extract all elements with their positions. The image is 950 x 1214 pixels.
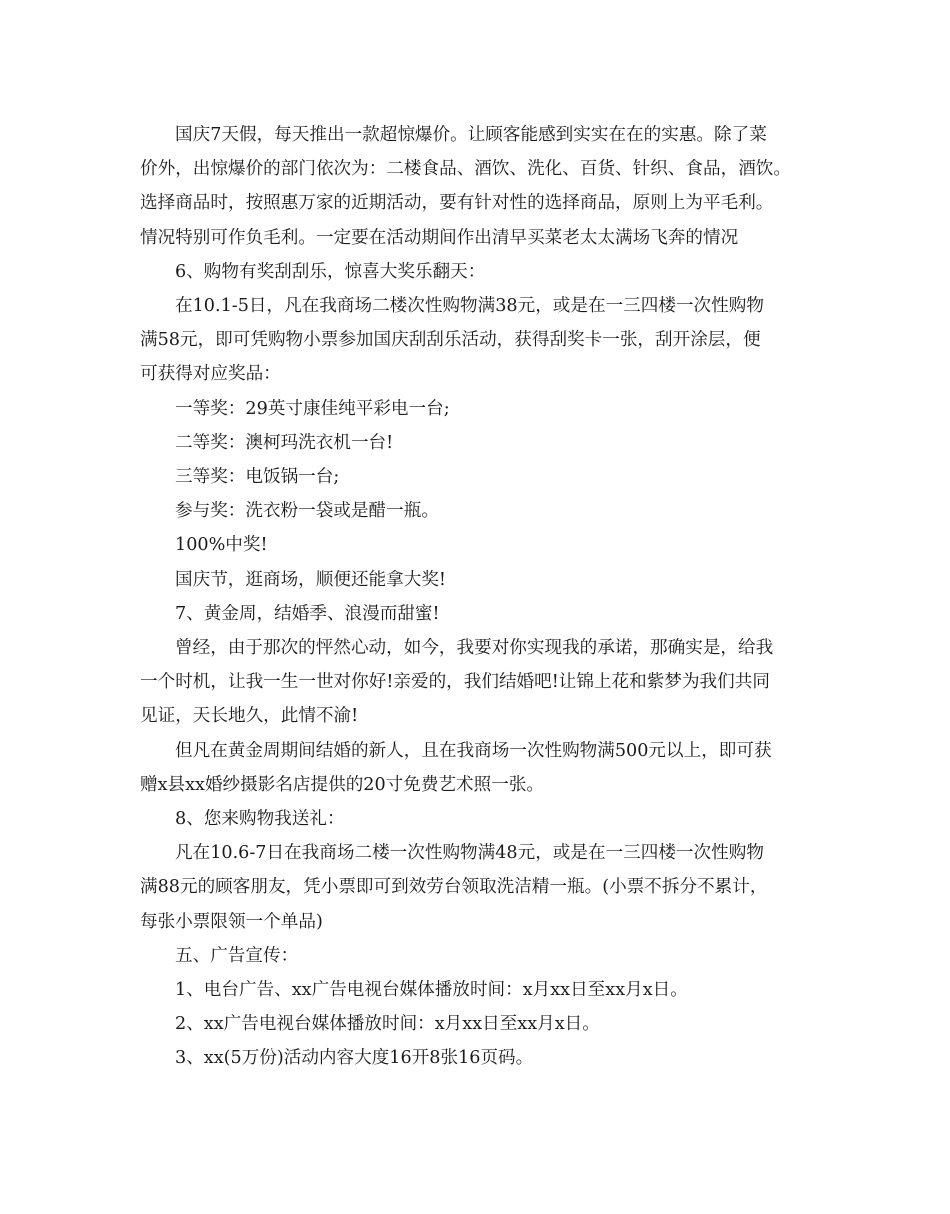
text-line: 参与奖：洗衣粉一袋或是醋一瓶。: [175, 501, 439, 522]
text-line: 可获得对应奖品：: [140, 364, 281, 385]
paragraph: [140, 255, 828, 289]
paragraph: [140, 631, 828, 734]
text-line: 在10.1-5日，凡在我商场二楼次性购物满38元，或是在一三四楼一次性购物: [175, 296, 764, 317]
paragraph: [140, 1041, 828, 1075]
paragraph: [140, 494, 828, 528]
text-line: 2、xx广告电视台媒体播放时间：x月xx日至xx月x日。: [175, 1014, 600, 1035]
paragraph: [140, 1007, 828, 1041]
paragraph: [140, 802, 828, 836]
paragraph: [140, 836, 828, 939]
text-line: 二等奖：澳柯玛洗衣机一台!: [175, 432, 394, 453]
text-line: 1、电台广告、xx广告电视台媒体播放时间：x月xx日至xx月x日。: [175, 980, 688, 1001]
text-line: 赠x县xx婚纱摄影名店提供的20寸免费艺术照一张。: [140, 774, 545, 795]
text-line: 国庆7天假，每天推出一款超惊爆价。让顾客能感到实实在在的实惠。除了菜: [175, 125, 767, 145]
text-line: 一个时机，让我一生一世对你好!亲爱的，我们结婚吧!让锦上花和紫梦为我们共同: [140, 672, 770, 693]
text-line: 凡在10.6-7日在我商场二楼一次性购物满48元，或是在一三四楼一次性购物: [175, 843, 764, 864]
text-line: 情况特别可作负毛利。一定要在活动期间作出清早买菜老太太满场飞奔的情况: [140, 227, 739, 248]
text-line: 满58元，即可凭购物小票参加国庆刮刮乐活动，获得刮奖卡一张，刮开涂层，便: [140, 330, 761, 351]
text-line: 五、广告宣传：: [175, 945, 299, 966]
paragraph: [140, 563, 828, 597]
paragraph: [140, 460, 828, 494]
paragraph: [140, 597, 828, 631]
paragraph: [140, 392, 828, 426]
paragraph: [140, 289, 828, 392]
text-line: 价外，出惊爆价的部门依次为：二楼食品、酒饮、洗化、百货、针织、食品，酒饮。: [140, 159, 791, 180]
paragraph: [140, 426, 828, 460]
text-line: 8、您来购物我送礼：: [175, 809, 345, 830]
text-line: 三等奖：电饭锅一台;: [175, 467, 340, 488]
paragraph: [140, 939, 828, 973]
text-line: 每张小票限领一个单品): [140, 911, 323, 932]
text-line: 见证，天长地久，此情不渝!: [140, 706, 359, 727]
text-line: 100%中奖!: [175, 535, 268, 556]
text-line: 7、黄金周，结婚季、浪漫而甜蜜!: [175, 603, 440, 624]
document-body: [140, 118, 828, 1076]
text-line: 6、购物有奖刮刮乐，惊喜大奖乐翻天：: [175, 261, 486, 282]
paragraph: [140, 528, 828, 562]
paragraph: [140, 734, 828, 802]
text-line: 国庆节，逛商场，顺便还能拿大奖!: [175, 569, 446, 590]
text-line: 3、xx(5万份)活动内容大度16开8张16页码。: [175, 1048, 534, 1069]
text-line: 一等奖：29英寸康佳纯平彩电一台;: [175, 398, 450, 419]
text-line: 曾经，由于那次的怦然心动，如今，我要对你实现我的承诺，那确实是，给我: [175, 638, 774, 659]
text-line: 选择商品时，按照惠万家的近期活动，要有针对性的选择商品，原则上为平毛利。: [140, 193, 774, 214]
paragraph: [140, 118, 828, 255]
text-line: 但凡在黄金周期间结婚的新人，且在我商场一次性购物满500元以上，即可获: [175, 740, 772, 761]
paragraph: [140, 973, 828, 1007]
text-line: 满88元的顾客朋友，凭小票即可到效劳台领取洗洁精一瓶。(小票不拆分不累计，: [140, 877, 768, 898]
